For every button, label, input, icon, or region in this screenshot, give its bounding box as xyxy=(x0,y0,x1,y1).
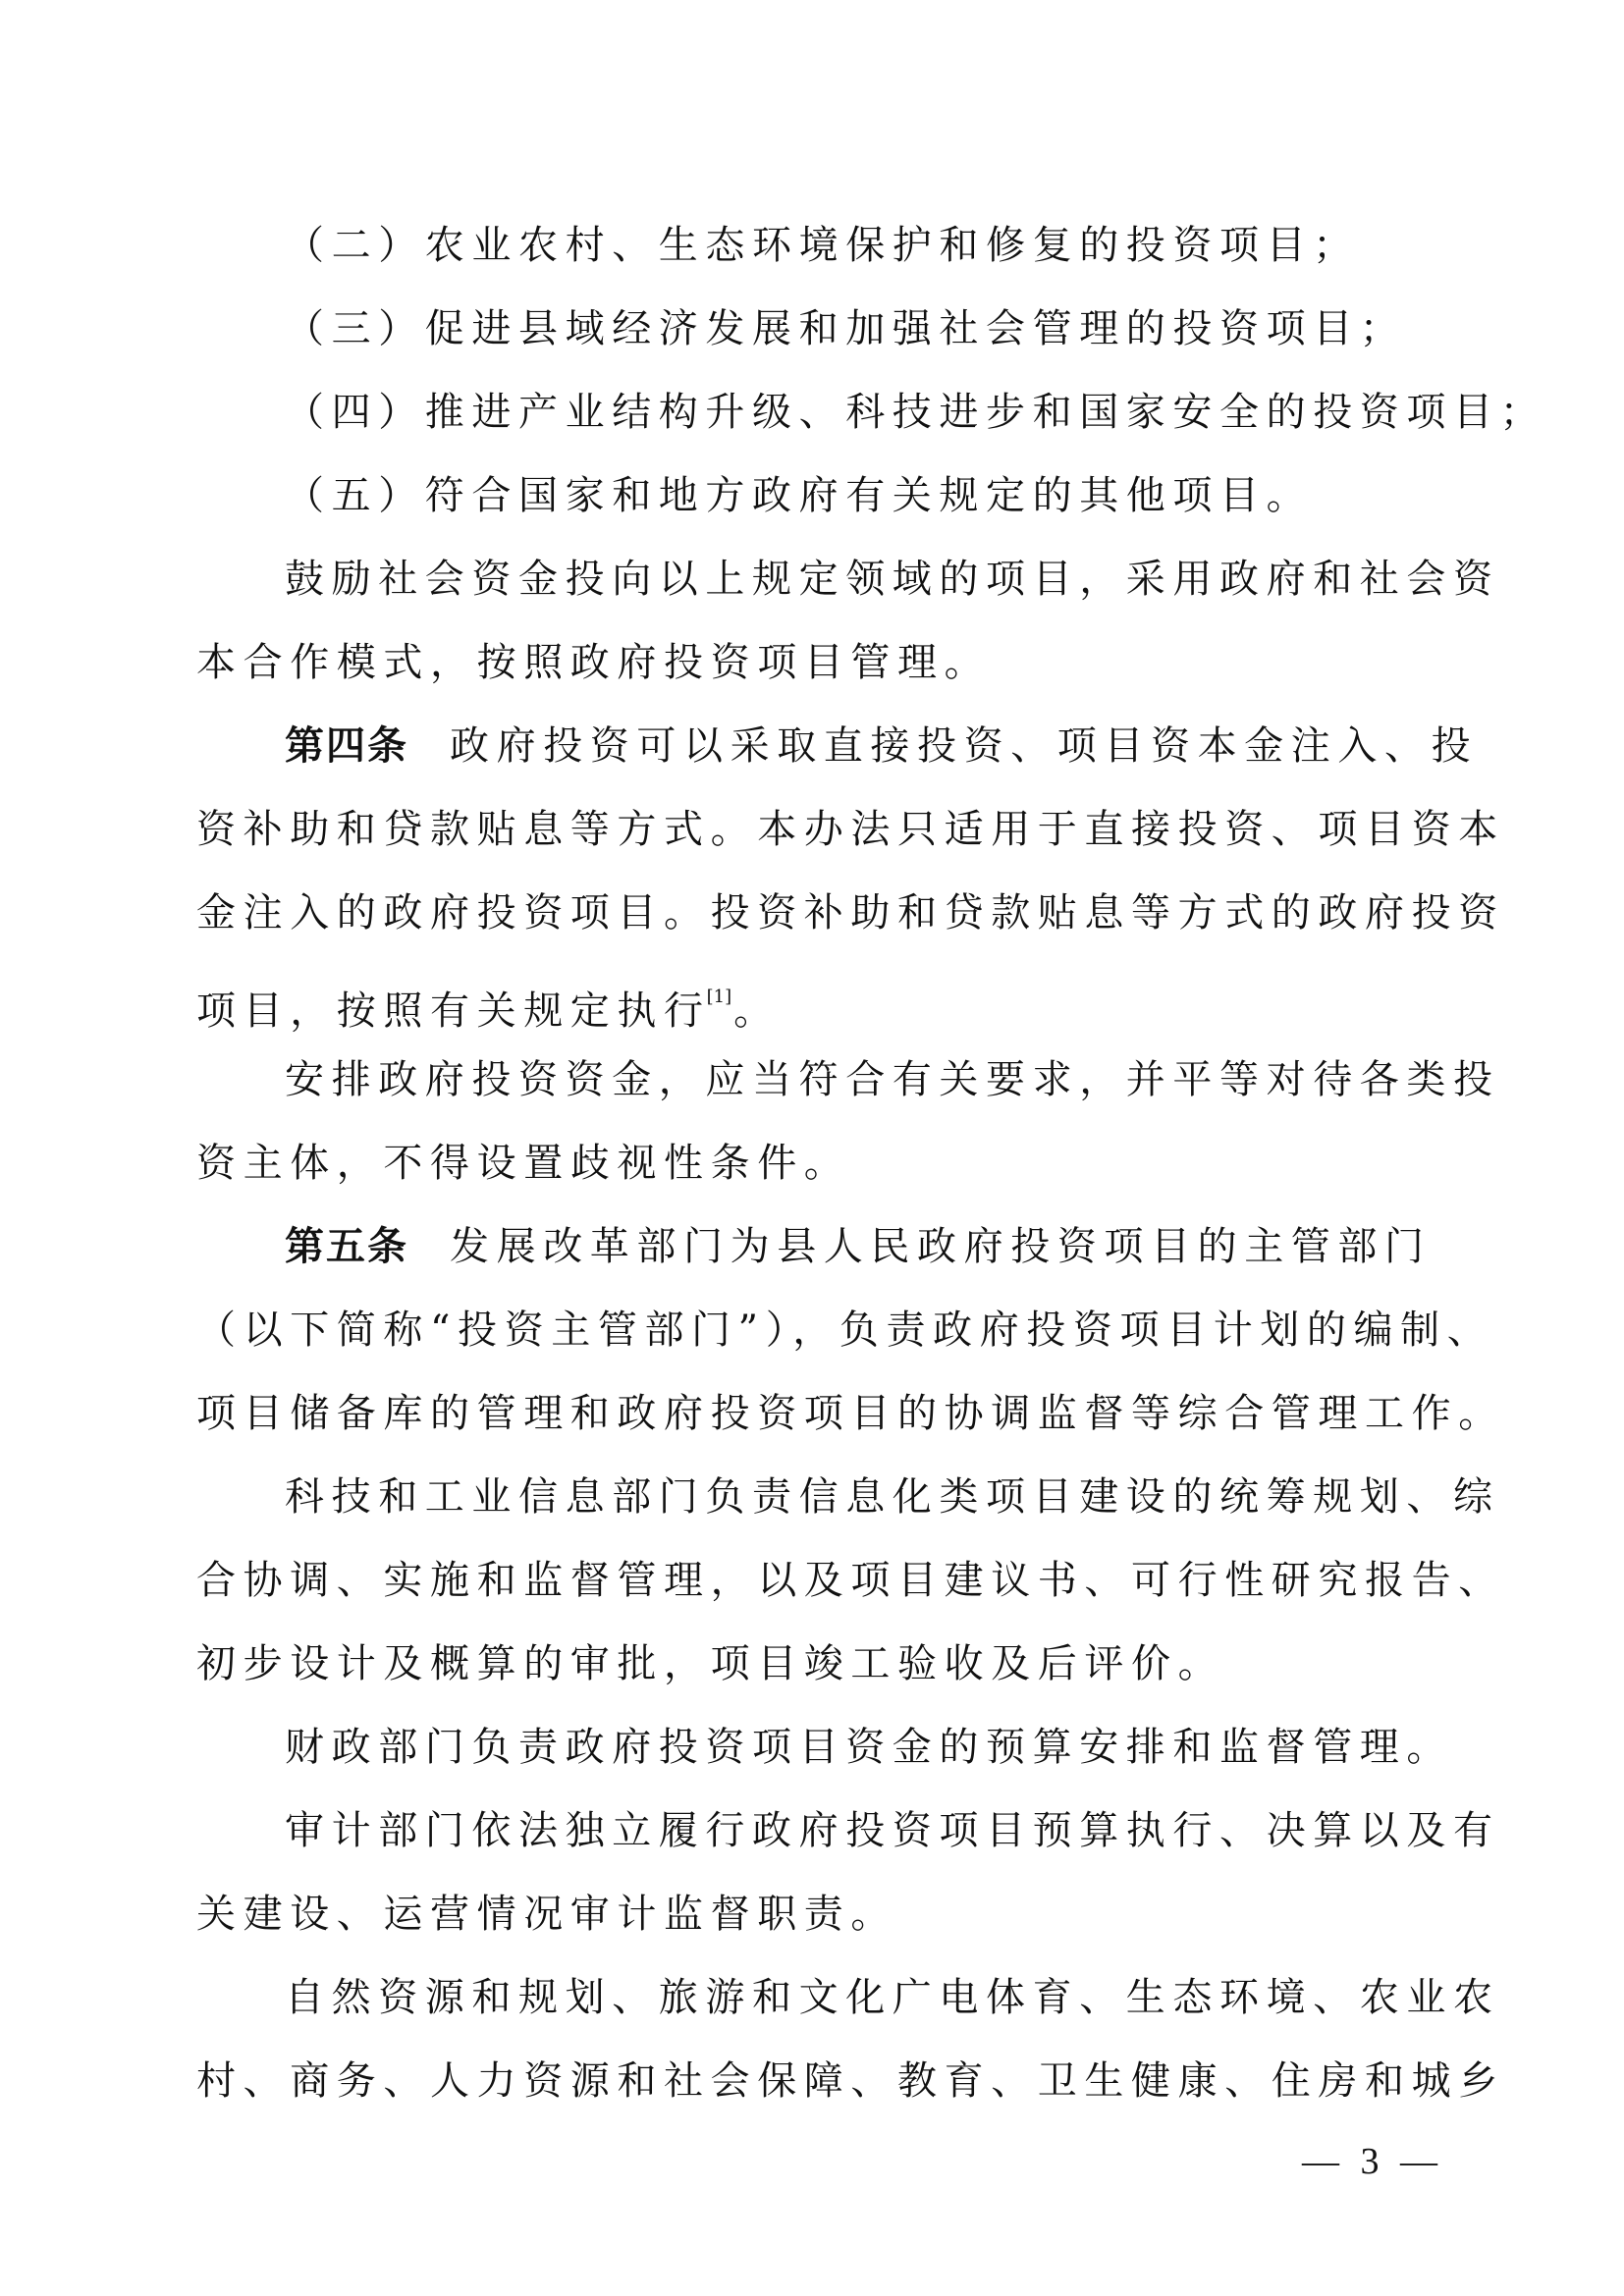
line-text: 审计部门依法独立履行政府投资项目预算执行、决算以及有 xyxy=(285,1808,1500,1853)
line-text: 项目，按照有关规定执行 xyxy=(196,988,711,1034)
article-4-line xyxy=(196,705,1479,788)
line-text: （三）促进县域经济发展和加强社会管理的投资项目； xyxy=(285,306,1407,351)
line-text: 项目储备库的管理和政府投资项目的协调监督等综合管理工作。 xyxy=(196,1391,1505,1436)
line-text: 财政部门负责政府投资项目资金的预算安排和监督管理。 xyxy=(285,1725,1453,1770)
line-text: 安排政府投资资金，应当符合有关要求，并平等对待各类投 xyxy=(285,1057,1500,1102)
paragraph-line xyxy=(196,1372,1505,1456)
footnote-reference[interactable]: [1] xyxy=(706,987,732,1007)
line-text: （二）农业农村、生态环境保护和修复的投资项目； xyxy=(285,223,1360,268)
paragraph-line xyxy=(196,2040,1505,2123)
line-text: 鼓励社会资金投向以上规定领域的项目，采用政府和社会资 xyxy=(285,557,1500,602)
paragraph-line xyxy=(196,1789,1500,1873)
line-text: 资主体，不得设置歧视性条件。 xyxy=(196,1141,851,1186)
line-text: 发展改革部门为县人民政府投资项目的主管部门 xyxy=(450,1224,1432,1269)
article-5-line xyxy=(196,1205,1435,1289)
list-item-5 xyxy=(196,454,1435,538)
paragraph-line xyxy=(196,1039,1500,1122)
article-heading: 第四条 xyxy=(285,723,408,769)
line-text: 科技和工业信息部门负责信息化类项目建设的统筹规划、综 xyxy=(285,1474,1500,1520)
paragraph-line xyxy=(196,1956,1500,2040)
list-item-4 xyxy=(196,371,1547,454)
paragraph-line xyxy=(196,1122,1435,1205)
line-text: 资补助和贷款贴息等方式。本办法只适用于直接投资、项目资本 xyxy=(196,807,1505,852)
line-text: 政府投资可以采取直接投资、项目资本金注入、投 xyxy=(450,723,1479,769)
paragraph-line xyxy=(196,538,1500,621)
paragraph-line xyxy=(196,1289,1494,1372)
paragraph-line xyxy=(196,1873,1435,1956)
line-text-tail: 。 xyxy=(733,988,781,1034)
document-body xyxy=(196,204,1547,2123)
line-text: 初步设计及概算的审批，项目竣工验收及后评价。 xyxy=(196,1641,1225,1686)
paragraph-line xyxy=(196,872,1505,955)
line-text: 关建设、运营情况审计监督职责。 xyxy=(196,1892,897,1937)
line-text: （四）推进产业结构升级、科技进步和国家安全的投资项目； xyxy=(285,390,1547,435)
paragraph-line xyxy=(196,1623,1435,1706)
page-number: — 3 — xyxy=(1302,2141,1443,2182)
list-item-3 xyxy=(196,288,1435,371)
line-text: 村、商务、人力资源和社会保障、教育、卫生健康、住房和城乡 xyxy=(196,2058,1505,2104)
line-text: （以下简称“投资主管部门”），负责政府投资项目计划的编制、 xyxy=(196,1308,1494,1353)
line-text: （五）符合国家和地方政府有关规定的其他项目。 xyxy=(285,473,1314,518)
paragraph-line xyxy=(196,955,1435,1039)
paragraph-line xyxy=(196,621,1435,705)
line-text: 合协调、实施和监督管理，以及项目建议书、可行性研究报告、 xyxy=(196,1558,1505,1603)
list-item-2 xyxy=(196,204,1435,288)
line-text: 本合作模式，按照政府投资项目管理。 xyxy=(196,640,992,685)
article-heading: 第五条 xyxy=(285,1224,408,1269)
line-text: 金注入的政府投资项目。投资补助和贷款贴息等方式的政府投资 xyxy=(196,890,1505,935)
line-text: 自然资源和规划、旅游和文化广电体育、生态环境、农业农 xyxy=(285,1975,1500,2020)
paragraph-line xyxy=(196,788,1505,872)
paragraph-line xyxy=(196,1539,1505,1623)
paragraph-line xyxy=(196,1456,1500,1539)
paragraph-line xyxy=(196,1706,1453,1789)
